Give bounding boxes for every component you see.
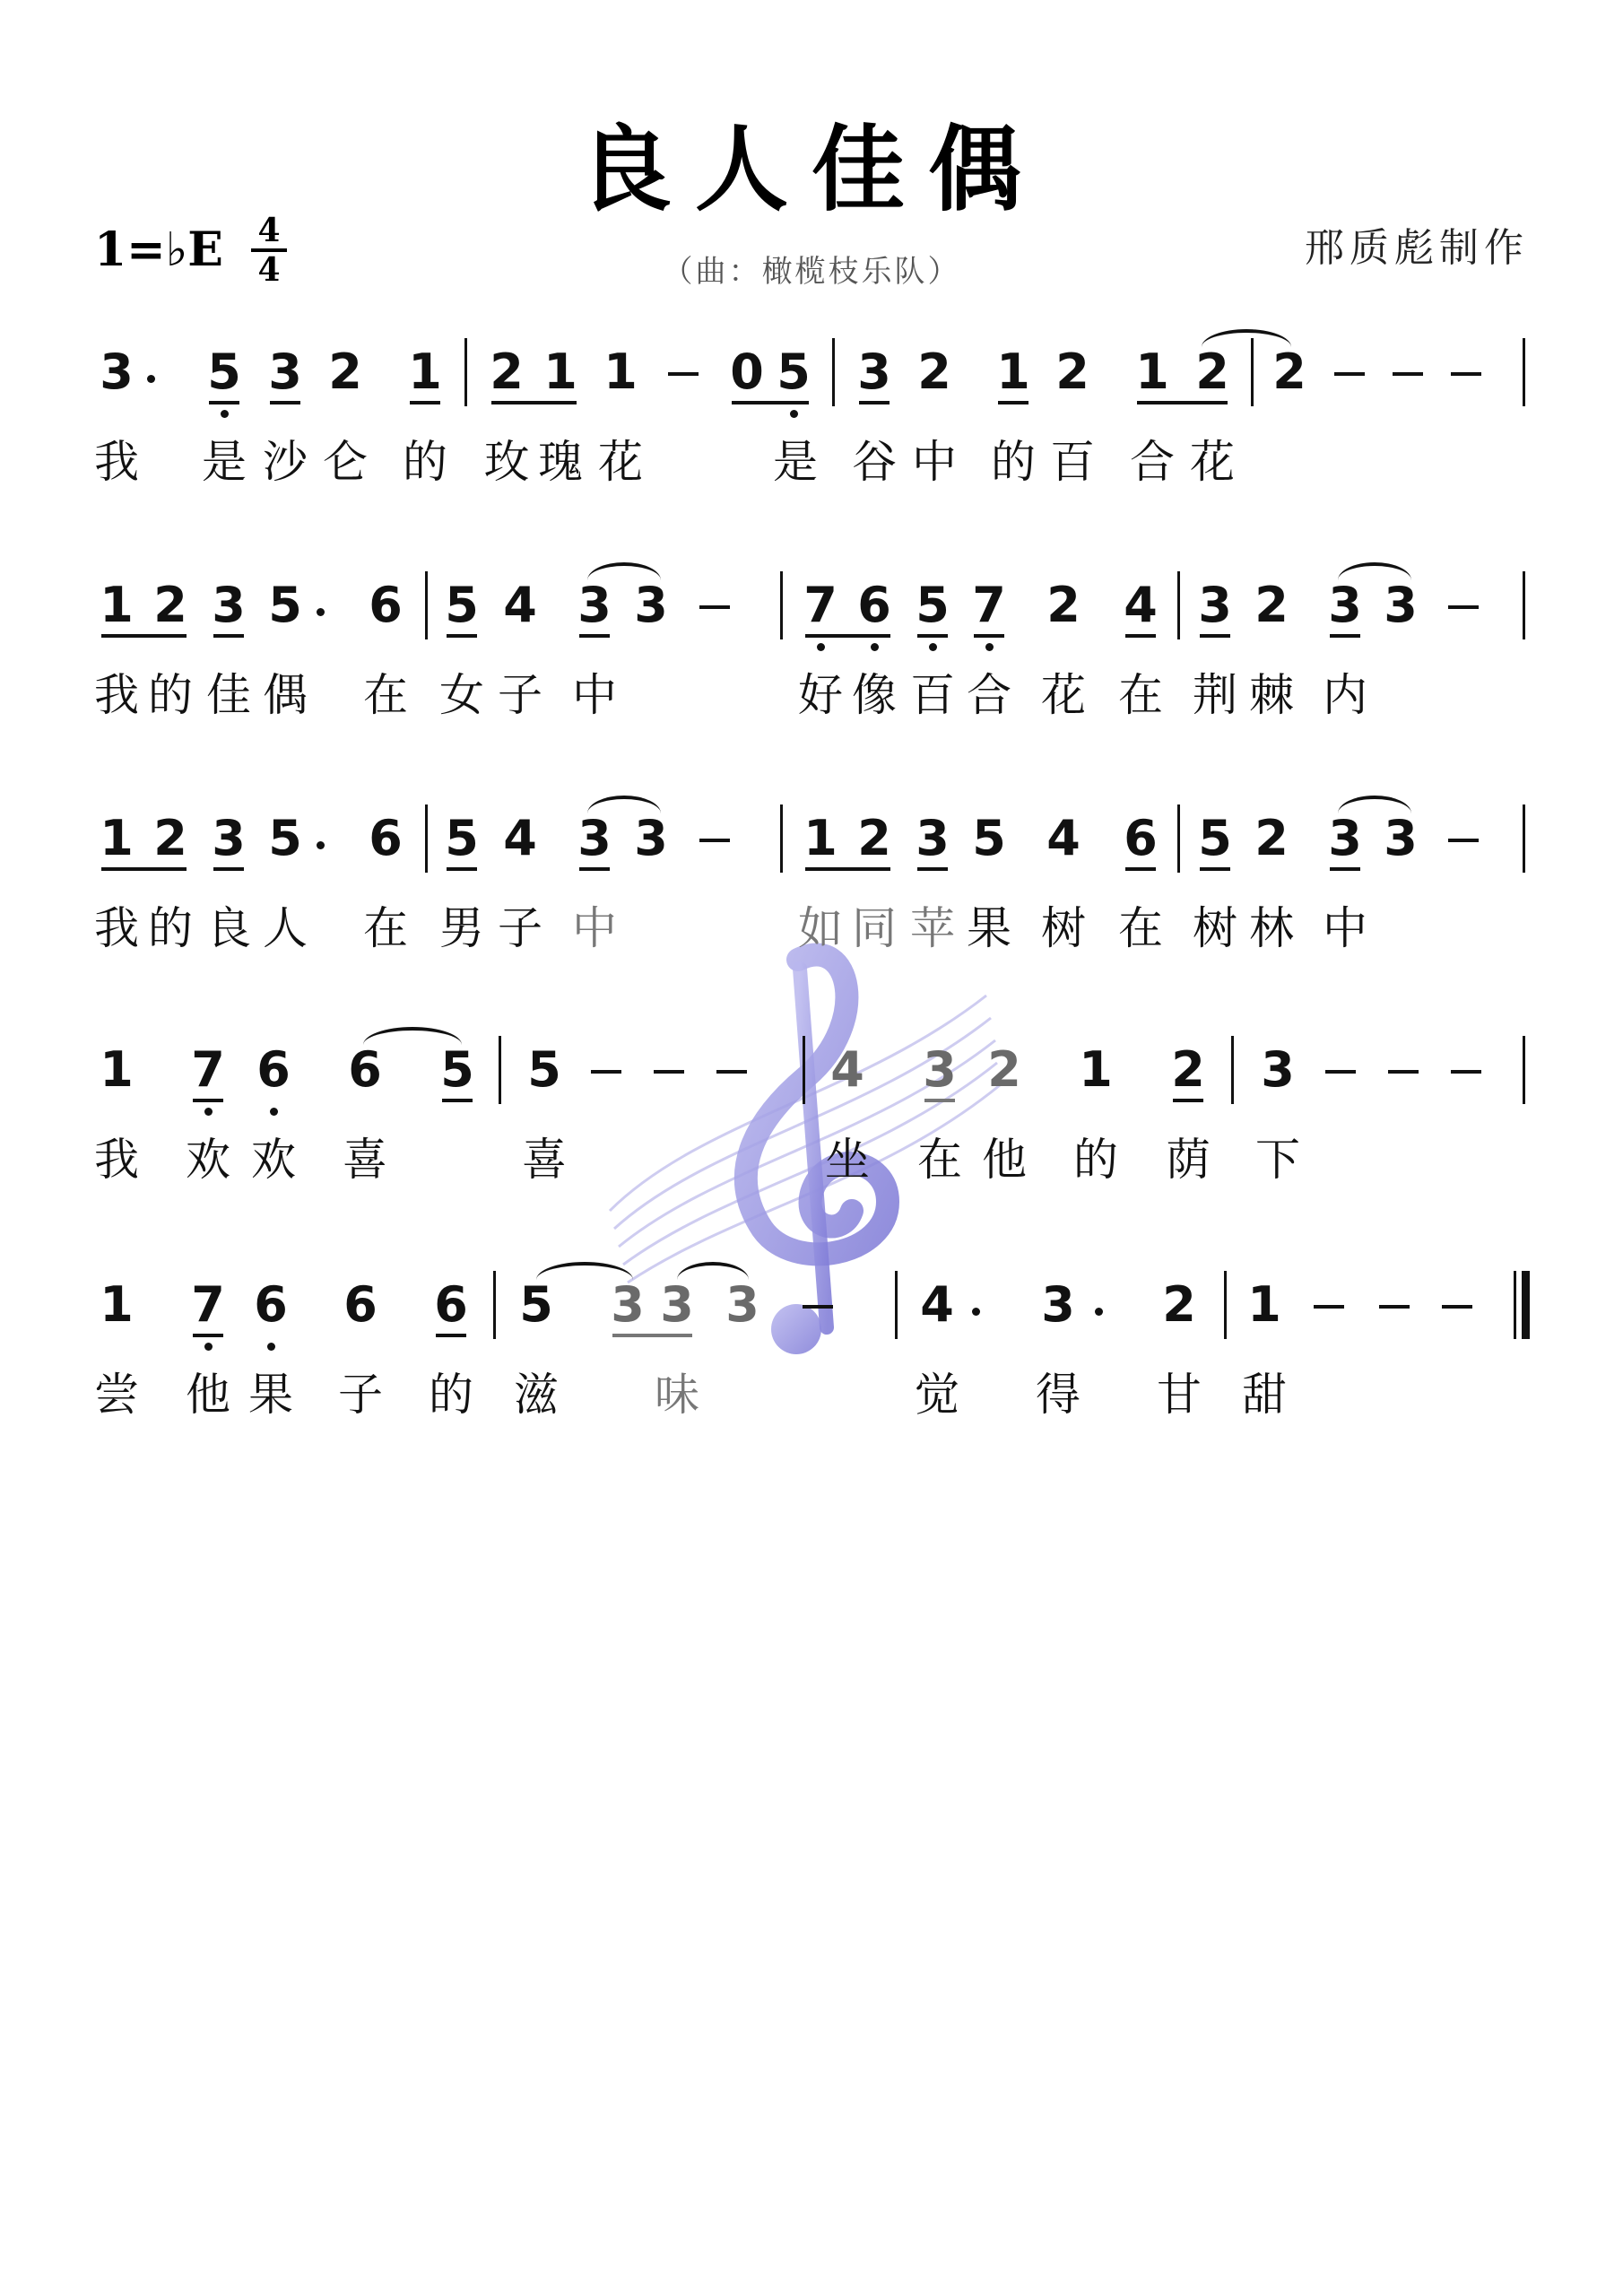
- barline: [1251, 338, 1254, 406]
- augmentation-dot: [317, 608, 325, 616]
- note: 4: [503, 577, 537, 633]
- lyric: 中: [1323, 902, 1367, 954]
- note: 3: [577, 810, 612, 866]
- note: 2: [1171, 1041, 1205, 1098]
- underline: [101, 634, 187, 638]
- underline: [924, 1099, 955, 1102]
- underline: [1173, 1099, 1203, 1102]
- lyric: 在: [363, 902, 408, 954]
- note: 1: [1247, 1276, 1281, 1333]
- lyric: 荫: [1166, 1134, 1211, 1186]
- rest-dash: [654, 1070, 684, 1074]
- rest-dash: [803, 1305, 833, 1309]
- lyric: 苹: [910, 902, 955, 954]
- maker-credit: 邢质彪制作: [1305, 225, 1529, 271]
- note: 2: [1046, 577, 1081, 633]
- note: 2: [917, 344, 951, 400]
- underline: [193, 1099, 223, 1102]
- note: 3: [577, 577, 612, 633]
- lyric: 得: [1036, 1369, 1081, 1421]
- lyric: 中: [912, 436, 957, 488]
- note: 1: [996, 344, 1030, 400]
- rest-dash: [1451, 1070, 1481, 1074]
- lyric: 荆: [1193, 669, 1237, 721]
- note: 6: [343, 1276, 378, 1333]
- note: 3: [1261, 1041, 1295, 1098]
- lyric: 合: [1130, 436, 1175, 488]
- lyric: 是: [202, 436, 247, 488]
- underline: [998, 401, 1028, 404]
- rest-dash: [591, 1070, 621, 1074]
- note: 5: [207, 344, 241, 400]
- note: 5: [445, 810, 479, 866]
- lyric: 中: [572, 669, 617, 721]
- underline: [579, 634, 610, 638]
- note: 5: [1198, 810, 1232, 866]
- lyric: 甜: [1242, 1369, 1287, 1421]
- underline: [193, 1334, 223, 1337]
- underline: [491, 401, 577, 404]
- octave-dot: [267, 1343, 275, 1351]
- music-system-4: [0, 1043, 1623, 1240]
- lyric: 仑: [323, 436, 368, 488]
- tie: [1338, 796, 1411, 813]
- note: 1: [803, 810, 838, 866]
- barline: [499, 1036, 501, 1104]
- note: 3: [1041, 1276, 1075, 1333]
- note: 3: [916, 810, 950, 866]
- lyric: 如: [798, 902, 843, 954]
- note: 3: [1384, 577, 1418, 633]
- note: 6: [369, 577, 403, 633]
- lyric: 花: [1041, 669, 1086, 721]
- music-system-1: [0, 345, 1623, 543]
- underline: [1330, 634, 1360, 638]
- barline: [803, 1036, 805, 1104]
- note: 7: [803, 577, 838, 633]
- lyric: 树: [1193, 902, 1237, 954]
- lyric: 果: [967, 902, 1011, 954]
- lyric: 百: [910, 669, 955, 721]
- barline: [780, 571, 783, 639]
- note: 6: [348, 1041, 382, 1098]
- note: 2: [328, 344, 362, 400]
- note: 1: [100, 577, 134, 633]
- lyric: 女: [439, 669, 484, 721]
- rest-dash: [1334, 372, 1365, 376]
- tie: [363, 1027, 462, 1045]
- final-barline-thin: [1514, 1271, 1516, 1339]
- octave-dot: [270, 1108, 278, 1116]
- lyric: 觉: [915, 1369, 959, 1421]
- lyric: 我: [94, 902, 139, 954]
- lyric: 佳: [206, 669, 251, 721]
- lyric: 的: [148, 902, 193, 954]
- rest-dash: [1448, 839, 1479, 842]
- barline: [1523, 571, 1525, 639]
- note: 3: [634, 577, 668, 633]
- underline: [447, 867, 477, 871]
- underline: [1125, 867, 1156, 871]
- underline: [805, 867, 890, 871]
- note: 2: [1055, 344, 1089, 400]
- barline: [425, 804, 428, 873]
- lyric: 在: [917, 1134, 962, 1186]
- rest-dash: [668, 372, 699, 376]
- note: 5: [268, 577, 302, 633]
- lyric: 百: [1050, 436, 1095, 488]
- underline: [442, 1099, 473, 1102]
- page-title: 良人佳偶: [577, 114, 1045, 224]
- lyric: 的: [148, 669, 193, 721]
- note: 3: [1328, 577, 1362, 633]
- lyric: 良: [206, 902, 251, 954]
- lyric: 喜: [343, 1134, 387, 1186]
- note: 7: [191, 1276, 225, 1333]
- underline: [1200, 634, 1230, 638]
- note: 6: [1124, 810, 1158, 866]
- note: 7: [191, 1041, 225, 1098]
- rest-dash: [1388, 1070, 1419, 1074]
- lyric: 我: [94, 436, 139, 488]
- note: 3: [268, 344, 302, 400]
- note: 3: [660, 1276, 694, 1333]
- lyric: 内: [1323, 669, 1367, 721]
- time-signature-top: 4: [257, 212, 281, 249]
- barline: [1177, 804, 1180, 873]
- note: 1: [100, 810, 134, 866]
- note: 1: [100, 1276, 134, 1333]
- note: 2: [987, 1041, 1021, 1098]
- underline: [1330, 867, 1360, 871]
- underline: [213, 867, 244, 871]
- lyric: 我: [94, 1134, 139, 1186]
- underline: [612, 1334, 692, 1337]
- lyric: 花: [1190, 436, 1235, 488]
- underline: [213, 634, 244, 638]
- note: 1: [543, 344, 577, 400]
- note: 2: [490, 344, 524, 400]
- lyric: 同: [852, 902, 897, 954]
- lyric: 甘: [1157, 1369, 1202, 1421]
- note: 3: [1198, 577, 1232, 633]
- lyric: 在: [363, 669, 408, 721]
- lyric: 林: [1249, 902, 1294, 954]
- note: 4: [1046, 810, 1081, 866]
- octave-dot: [204, 1108, 213, 1116]
- lyric: 树: [1041, 902, 1086, 954]
- note: 2: [153, 810, 187, 866]
- augmentation-dot: [1095, 1308, 1103, 1316]
- lyric: 的: [429, 1369, 473, 1421]
- lyric: 中: [572, 902, 617, 954]
- lyric: 在: [1118, 669, 1163, 721]
- music-system-3: [0, 812, 1623, 1009]
- note: 1: [100, 1041, 134, 1098]
- note: 3: [100, 344, 134, 400]
- rest-dash: [699, 839, 730, 842]
- octave-dot: [929, 643, 937, 651]
- note: 5: [445, 577, 479, 633]
- lyric: 子: [498, 669, 542, 721]
- rest-dash: [716, 1070, 747, 1074]
- rest-dash: [1393, 372, 1423, 376]
- note: 3: [212, 577, 246, 633]
- underline: [436, 1334, 466, 1337]
- key-signature: 1=♭E: [94, 222, 223, 277]
- underline: [209, 401, 239, 404]
- note: 5: [519, 1276, 553, 1333]
- note: 4: [830, 1041, 864, 1098]
- underline: [732, 401, 809, 404]
- note: 6: [857, 577, 891, 633]
- underline: [447, 634, 477, 638]
- note: 3: [1328, 810, 1362, 866]
- rest-dash: [699, 605, 730, 609]
- note: 2: [1162, 1276, 1196, 1333]
- rest-dash: [1314, 1305, 1344, 1309]
- lyric: 花: [598, 436, 643, 488]
- lyric: 尝: [94, 1369, 139, 1421]
- underline: [859, 401, 890, 404]
- lyric: 的: [1073, 1134, 1118, 1186]
- tie: [587, 796, 661, 813]
- lyric: 好: [798, 669, 843, 721]
- lyric: 玫: [484, 436, 529, 488]
- underline: [1137, 401, 1228, 404]
- note: 0: [730, 344, 764, 400]
- note: 1: [603, 344, 638, 400]
- underline: [1200, 867, 1230, 871]
- lyric: 果: [248, 1369, 293, 1421]
- note: 3: [1384, 810, 1418, 866]
- lyric: 瑰: [538, 436, 583, 488]
- barline: [493, 1271, 496, 1339]
- note: 5: [916, 577, 950, 633]
- lyric: 是: [773, 436, 818, 488]
- note: 5: [777, 344, 811, 400]
- note: 1: [1079, 1041, 1113, 1098]
- rest-dash: [1379, 1305, 1410, 1309]
- lyric: 我: [94, 669, 139, 721]
- lyric: 沙: [263, 436, 308, 488]
- lyric: 滋: [514, 1369, 559, 1421]
- note: 6: [254, 1276, 288, 1333]
- barline: [425, 571, 428, 639]
- note: 3: [923, 1041, 957, 1098]
- lyric: 棘: [1249, 669, 1294, 721]
- barline: [780, 804, 783, 873]
- rest-dash: [1325, 1070, 1356, 1074]
- note: 5: [972, 810, 1006, 866]
- note: 4: [1124, 577, 1158, 633]
- lyric: 坐: [825, 1134, 870, 1186]
- note: 2: [1254, 810, 1289, 866]
- octave-dot: [985, 643, 994, 651]
- note: 3: [212, 810, 246, 866]
- note: 1: [408, 344, 442, 400]
- music-system-5: [0, 1278, 1623, 1475]
- note: 2: [1195, 344, 1229, 400]
- augmentation-dot: [317, 841, 325, 849]
- note: 6: [256, 1041, 291, 1098]
- final-barline-thick: [1522, 1271, 1530, 1339]
- augmentation-dot: [147, 375, 155, 383]
- note: 3: [611, 1276, 645, 1333]
- underline: [579, 867, 610, 871]
- barline: [895, 1271, 898, 1339]
- lyric: 他: [982, 1134, 1027, 1186]
- note: 3: [725, 1276, 759, 1333]
- tie: [1338, 562, 1411, 580]
- note: 7: [972, 577, 1006, 633]
- octave-dot: [790, 410, 798, 418]
- note: 3: [857, 344, 891, 400]
- composer-credit: （曲：橄榄枝乐队）: [662, 254, 961, 290]
- underline: [917, 867, 948, 871]
- lyric: 合: [967, 669, 1011, 721]
- underline: [270, 401, 300, 404]
- rest-dash: [1442, 1305, 1472, 1309]
- note: 2: [153, 577, 187, 633]
- barline: [464, 338, 467, 406]
- octave-dot: [221, 410, 229, 418]
- note: 5: [527, 1041, 561, 1098]
- note: 2: [857, 810, 891, 866]
- lyric: 人: [263, 902, 308, 954]
- lyric: 子: [338, 1369, 383, 1421]
- note: 3: [634, 810, 668, 866]
- lyric: 欢: [251, 1134, 296, 1186]
- lyric: 的: [991, 436, 1036, 488]
- octave-dot: [204, 1343, 213, 1351]
- time-signature-bottom: 4: [257, 251, 281, 289]
- lyric: 欢: [186, 1134, 230, 1186]
- rest-dash: [1448, 605, 1479, 609]
- note: 2: [1272, 344, 1306, 400]
- lyric: 像: [852, 669, 897, 721]
- lyric: 下: [1255, 1134, 1300, 1186]
- barline: [1523, 338, 1525, 406]
- lyric: 偶: [263, 669, 308, 721]
- barline: [1224, 1271, 1227, 1339]
- lyric: 味: [655, 1369, 699, 1421]
- tie: [587, 562, 661, 580]
- lyric: 子: [498, 902, 542, 954]
- underline: [410, 401, 440, 404]
- lyric: 喜: [522, 1134, 567, 1186]
- note: 6: [434, 1276, 468, 1333]
- barline: [1523, 804, 1525, 873]
- note: 6: [369, 810, 403, 866]
- lyric: 谷: [852, 436, 897, 488]
- note: 2: [1254, 577, 1289, 633]
- octave-dot: [817, 643, 825, 651]
- barline: [1231, 1036, 1234, 1104]
- octave-dot: [871, 643, 879, 651]
- underline: [805, 634, 890, 638]
- lyric: 他: [186, 1369, 230, 1421]
- note: 4: [920, 1276, 954, 1333]
- barline: [1523, 1036, 1525, 1104]
- note: 1: [1135, 344, 1169, 400]
- underline: [1125, 634, 1156, 638]
- note: 5: [268, 810, 302, 866]
- barline: [1177, 571, 1180, 639]
- augmentation-dot: [972, 1308, 980, 1316]
- barline: [832, 338, 835, 406]
- rest-dash: [1451, 372, 1481, 376]
- lyric: 的: [403, 436, 447, 488]
- lyric: 在: [1118, 902, 1163, 954]
- underline: [101, 867, 187, 871]
- underline: [974, 634, 1004, 638]
- note: 4: [503, 810, 537, 866]
- lyric: 男: [439, 902, 484, 954]
- note: 5: [440, 1041, 474, 1098]
- music-system-2: [0, 578, 1623, 776]
- underline: [917, 634, 948, 638]
